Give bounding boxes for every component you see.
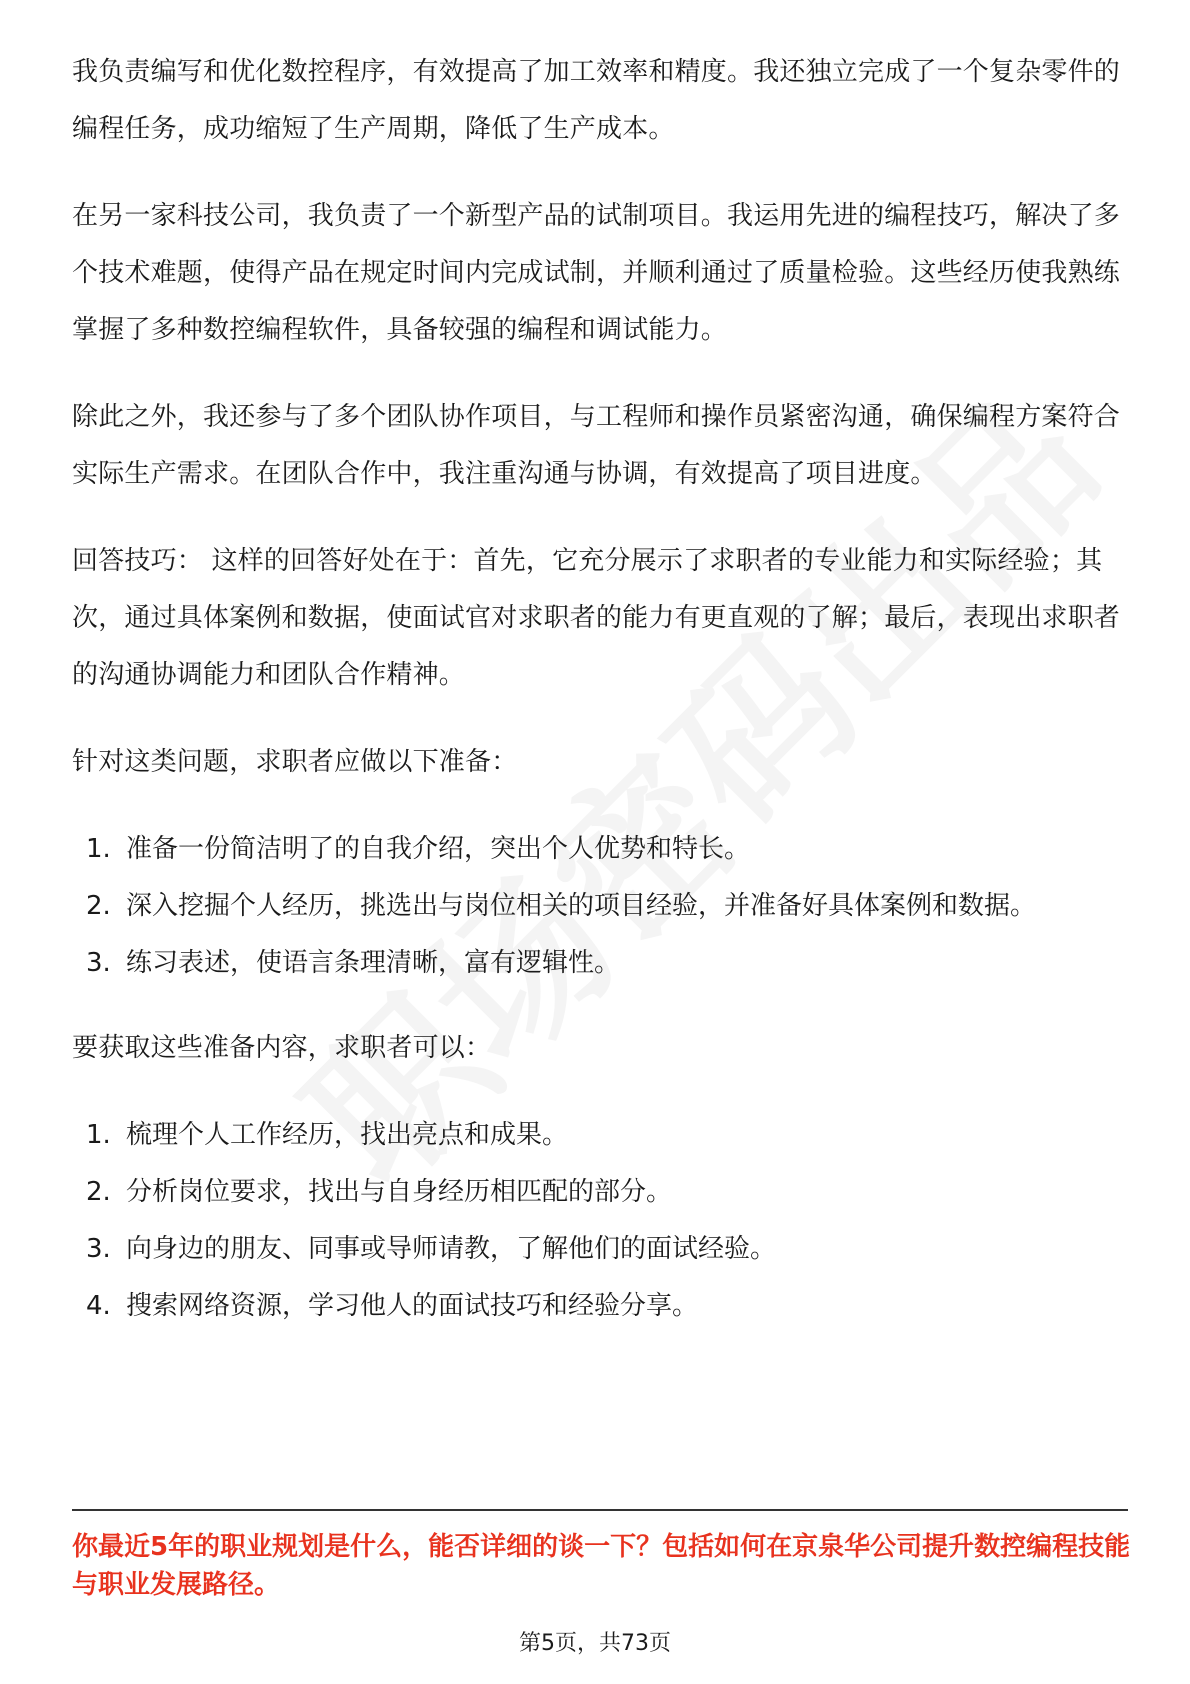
- sources-list: [72, 1107, 1132, 1335]
- preparation-list: [72, 821, 1132, 992]
- list-item: 2. 深入挖掘个人经历，挑选出与岗位相关的项目经验，并准备好具体案例和数据。: [86, 891, 1037, 921]
- list-item: 1. 梳理个人工作经历，找出亮点和成果。: [86, 1120, 569, 1150]
- page-number: 第5页，共73页: [519, 1631, 671, 1656]
- section-divider: [72, 1509, 1128, 1511]
- paragraph-answer-tips: 回答技巧： 这样的回答好处在于：首先，它充分展示了求职者的专业能力和实际经验；其次，通过具体案例和数据，使面试官对求职者的能力有更直观的了解；最后，表现出求职者的沟通协调能力和团队合作精神。: [72, 546, 1121, 690]
- list-item: 2. 分析岗位要求，找出与自身经历相匹配的部分。: [86, 1177, 673, 1207]
- paragraph-teamwork: 除此之外，我还参与了多个团队协作项目，与工程师和操作员紧密沟通，确保编程方案符合实际生产需求。在团队合作中，我注重沟通与协调，有效提高了项目进度。: [72, 402, 1121, 489]
- list-item: 3. 练习表述，使语言条理清晰，富有逻辑性。: [86, 948, 621, 978]
- list-item: 1. 准备一份简洁明了的自我介绍，突出个人优势和特长。: [86, 834, 751, 864]
- paragraph-preparation-intro: 针对这类问题，求职者应做以下准备：: [72, 747, 518, 777]
- page-content: [72, 44, 1132, 1363]
- paragraph-experience-2: 在另一家科技公司，我负责了一个新型产品的试制项目。我运用先进的编程技巧，解决了多个技术难题，使得产品在规定时间内完成试制，并顺利通过了质量检验。这些经历使我熟练掌握了多种数控编程软件，具备较强的编程和调试能力。: [72, 201, 1121, 345]
- list-item: 4. 搜索网络资源，学习他人的面试技巧和经验分享。: [86, 1291, 699, 1321]
- list-item: 3. 向身边的朋友、同事或导师请教，了解他们的面试经验。: [86, 1234, 777, 1264]
- question-heading: 你最近5年的职业规划是什么，能否详细的谈一下？包括如何在京泉华公司提升数控编程技能与职业发展路径。: [72, 1532, 1131, 1600]
- paragraph-experience-1: 我负责编写和优化数控程序，有效提高了加工效率和精度。我还独立完成了一个复杂零件的编程任务，成功缩短了生产周期，降低了生产成本。: [72, 57, 1121, 144]
- paragraph-sources-intro: 要获取这些准备内容，求职者可以：: [72, 1033, 492, 1063]
